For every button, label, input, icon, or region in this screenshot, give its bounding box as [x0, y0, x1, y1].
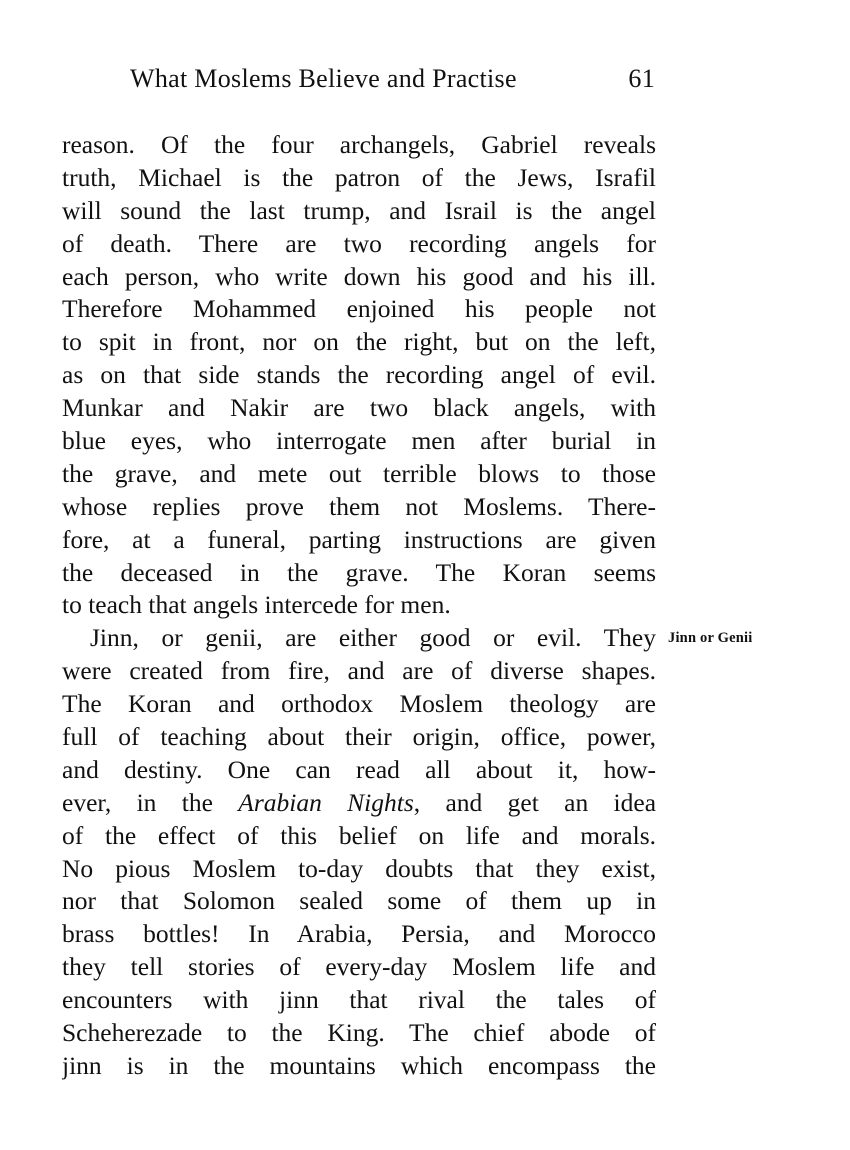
text-line: were created from fire, and are of diverse shapes.	[62, 656, 656, 686]
text-line: the grave, and mete out terrible blows to those	[62, 458, 656, 488]
text-line: brass bottles! In Arabia, Persia, and Morocco	[62, 919, 656, 949]
margin-note: Jinn or Genii	[668, 630, 753, 646]
text-line: truth, Michael is the patron of the Jews, Israfil	[62, 162, 656, 192]
text-line: blue eyes, who interrogate men after burial in	[62, 426, 656, 456]
text-fragment: ever, in the	[62, 787, 213, 817]
text-line: full of teaching about their origin, office, power,	[62, 722, 656, 752]
text-line: the deceased in the grave. The Koran seems	[62, 557, 656, 587]
running-head	[130, 62, 660, 96]
paragraph-jinn	[62, 622, 656, 1082]
book-title-italic: Arabian Nights	[238, 787, 414, 817]
text-line: jinn is in the mountains which encompass the	[62, 1050, 656, 1080]
text-line: they tell stories of every-day Moslem life and	[62, 952, 656, 982]
text-line: each person, who write down his good and his ill.	[62, 261, 656, 291]
text-line: Munkar and Nakir are two black angels, with	[62, 393, 656, 423]
text-line: reason. Of the four archangels, Gabriel reveals	[62, 130, 656, 159]
text-line: whose replies prove them not Moslems. There-	[62, 491, 656, 521]
text-line: of the effect of this belief on life and morals.	[62, 820, 656, 850]
text-line: Jinn, or genii, are either good or evil. They	[90, 623, 656, 653]
text-line: No pious Moslem to-day doubts that they exist,	[62, 853, 656, 883]
text-line-with-italic	[62, 787, 656, 820]
text-line: encounters with jinn that rival the tales of	[62, 985, 656, 1015]
text-line: will sound the last trump, and Israil is the angel	[62, 195, 656, 225]
page-number: 61	[628, 64, 655, 93]
text-line: and destiny. One can read all about it, how-	[62, 754, 656, 784]
text-line: fore, at a funeral, parting instructions are given	[62, 524, 656, 554]
text-line: Therefore Mohammed enjoined his people not	[62, 294, 656, 324]
running-title: What Moslems Believe and Practise	[130, 64, 517, 93]
body-text	[62, 129, 656, 1083]
text-line: as on that side stands the recording angel of evil.	[62, 360, 656, 390]
paragraph-angels	[62, 129, 656, 622]
text-line: of death. There are two recording angels for	[62, 228, 656, 258]
text-line: nor that Solomon sealed some of them up in	[62, 886, 656, 916]
text-line: Scheherezade to the King. The chief abode of	[62, 1018, 656, 1048]
text-line: The Koran and orthodox Moslem theology are	[62, 689, 656, 719]
text-line: to teach that angels intercede for men.	[62, 590, 451, 620]
text-fragment: , and get an idea	[413, 787, 656, 817]
text-line: to spit in front, nor on the right, but on the left,	[62, 327, 656, 357]
